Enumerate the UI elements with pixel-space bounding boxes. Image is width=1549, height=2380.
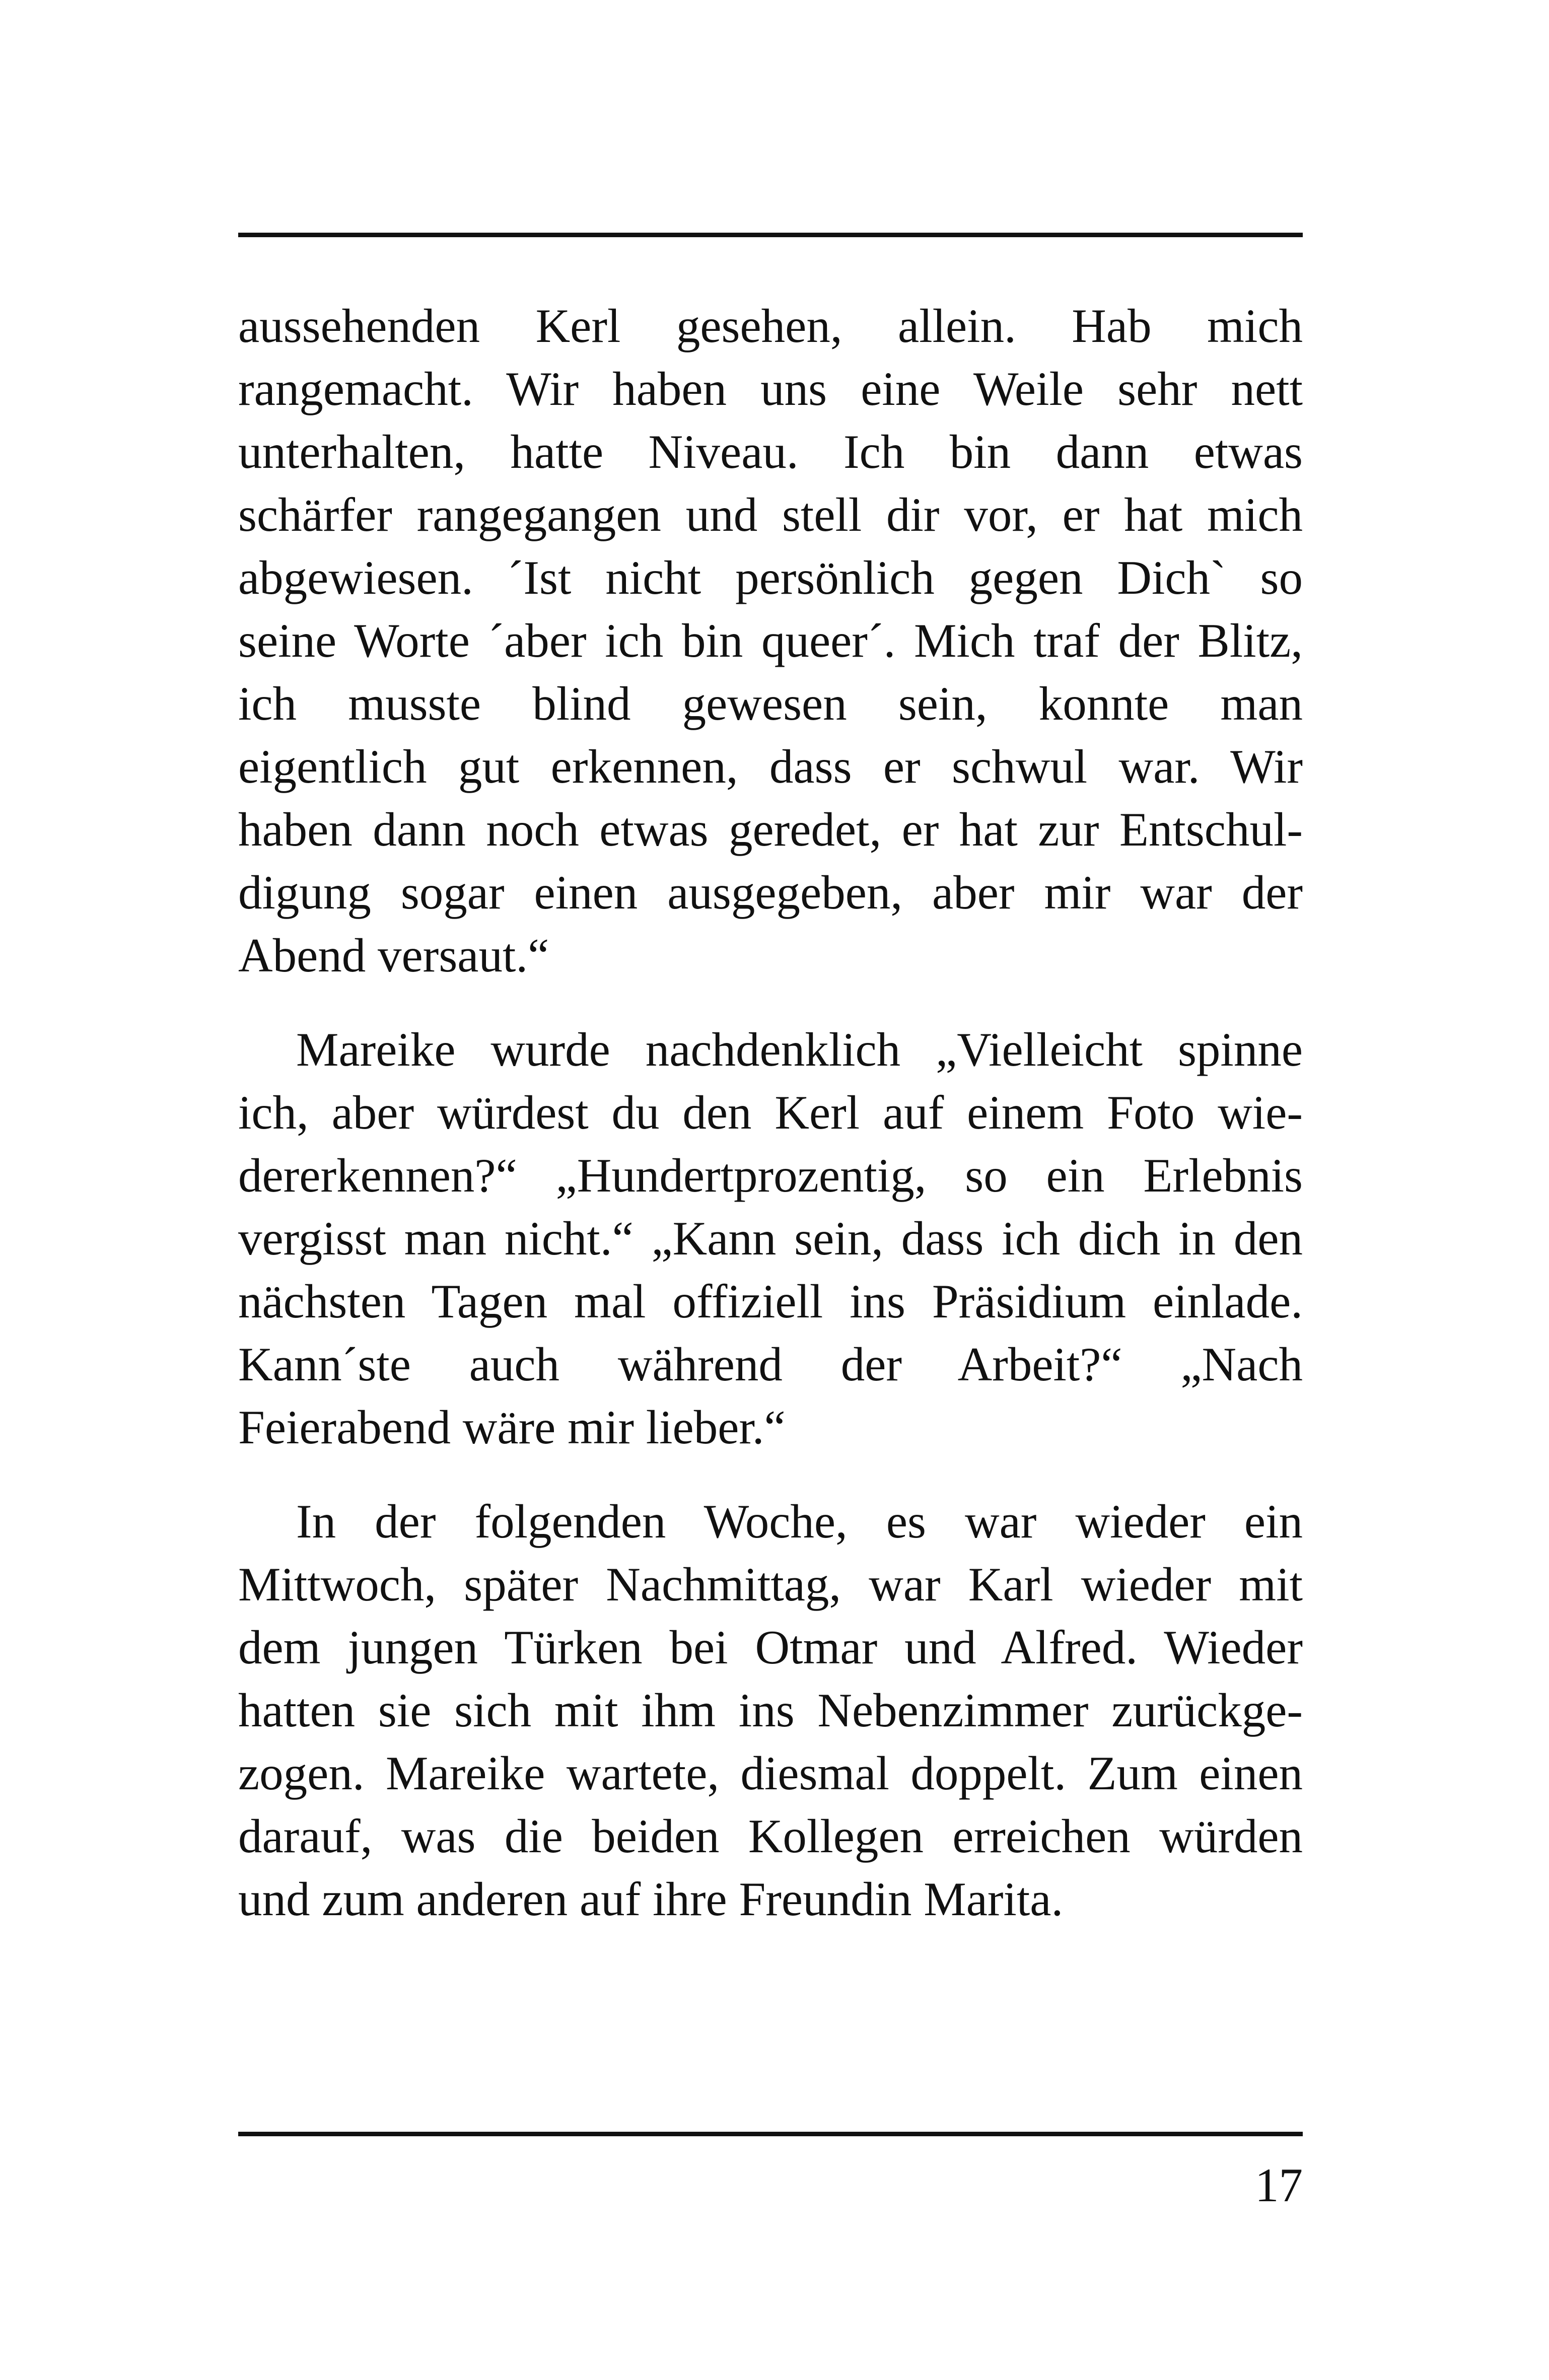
paragraph-spacing — [238, 987, 1303, 1018]
text-line: abgewiesen. ´Ist nicht persönlich gegen Dich` so — [238, 551, 1303, 604]
text-line: ich musste blind gewesen sein, konnte man — [238, 677, 1303, 730]
page-body — [238, 295, 1303, 1931]
text-line: hatten sie sich mit ihm ins Nebenzimmer zurückge- — [238, 1684, 1303, 1737]
text-line: aussehenden Kerl gesehen, allein. Hab mich — [238, 299, 1303, 353]
text-line: nächsten Tagen mal offiziell ins Präsidium einlade. — [238, 1275, 1303, 1328]
text-line: digung sogar einen ausgegeben, aber mir war der — [238, 866, 1303, 919]
text-line: rangemacht. Wir haben uns eine Weile sehr nett — [238, 362, 1303, 415]
paragraph — [238, 295, 1303, 987]
text-line: seine Worte ´aber ich bin queer´. Mich traf der Blitz, — [238, 614, 1303, 667]
page-number: 17 — [1255, 2158, 1303, 2212]
text-line: Kann´ste auch während der Arbeit?“ „Nach — [238, 1338, 1303, 1391]
text-line: Abend versaut.“ — [238, 929, 549, 982]
text-line: Mareike wurde nachdenklich „Vielleicht spinne — [296, 1023, 1303, 1076]
header-rule — [238, 233, 1303, 237]
text-line: darauf, was die beiden Kollegen erreichen würden — [238, 1809, 1303, 1863]
text-line: Feierabend wäre mir lieber.“ — [238, 1401, 786, 1454]
paragraph — [238, 1018, 1303, 1459]
text-line: In der folgenden Woche, es war wieder ein — [296, 1495, 1303, 1548]
text-line: vergisst man nicht.“ „Kann sein, dass ich dich in den — [238, 1212, 1303, 1265]
footer-rule — [238, 2132, 1303, 2136]
text-line: haben dann noch etwas geredet, er hat zur Entschul- — [238, 803, 1303, 856]
text-line: eigentlich gut erkennen, dass er schwul war. Wir — [238, 740, 1303, 793]
text-line: Mittwoch, später Nachmittag, war Karl wieder mit — [238, 1558, 1303, 1611]
text-line: unterhalten, hatte Niveau. Ich bin dann etwas — [238, 425, 1303, 478]
text-line: und zum anderen auf ihre Freundin Marita. — [238, 1872, 1064, 1926]
text-line: dem jungen Türken bei Otmar und Alfred. Wieder — [238, 1621, 1303, 1674]
paragraph-spacing — [238, 1459, 1303, 1490]
text-line: schärfer rangegangen und stell dir vor, er hat mich — [238, 488, 1303, 541]
text-line: dererkennen?“ „Hundertprozentig, so ein Erlebnis — [238, 1149, 1303, 1202]
paragraph — [238, 1490, 1303, 1931]
text-line: ich, aber würdest du den Kerl auf einem Foto wie- — [238, 1086, 1303, 1139]
text-line: zogen. Mareike wartete, diesmal doppelt. Zum einen — [238, 1746, 1303, 1800]
